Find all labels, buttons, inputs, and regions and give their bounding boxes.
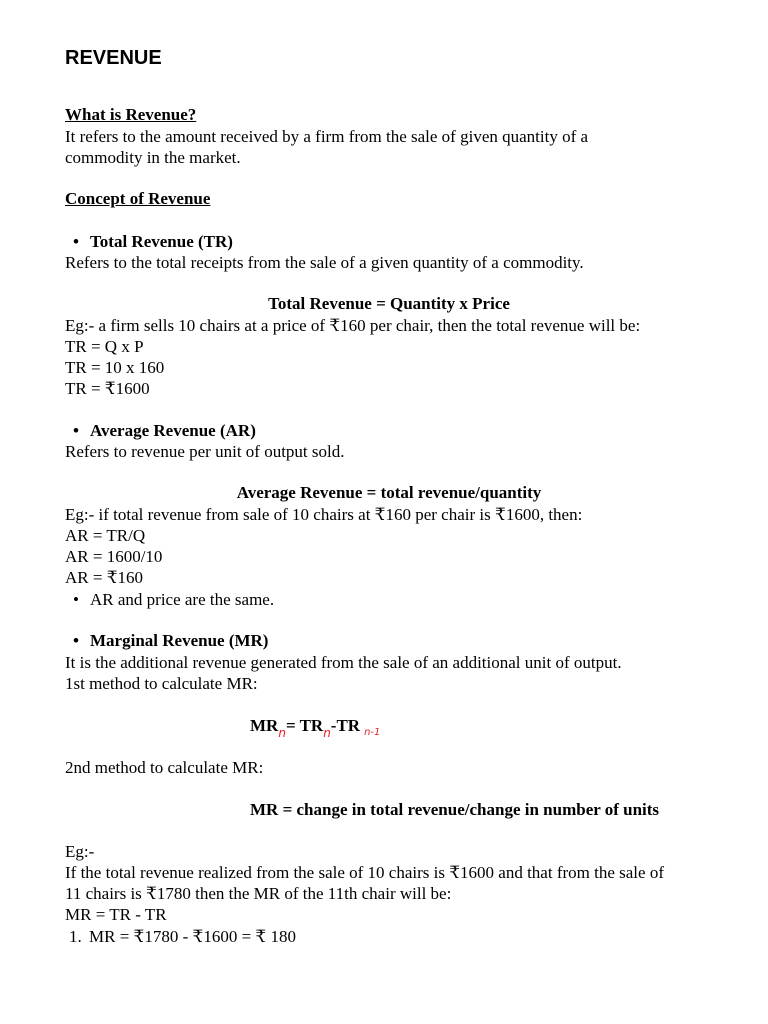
mr-step: MR = TR - TR bbox=[65, 905, 167, 924]
mr-formula-mr: MR bbox=[250, 716, 279, 735]
ar-note-item bbox=[73, 589, 274, 610]
ar-definition: Refers to revenue per unit of output sold. bbox=[65, 442, 345, 461]
mr-definition: It is the additional revenue generated from the sale of an additional unit of output. bbox=[65, 653, 622, 672]
handwritten-subscript-n: n bbox=[278, 726, 286, 740]
tr-bullet-item bbox=[73, 231, 233, 252]
revenue-definition-line-1: It refers to the amount received by a firm from the sale of given quantity of a bbox=[65, 127, 589, 146]
tr-formula: Total Revenue = Quantity x Price bbox=[268, 294, 510, 313]
tr-step-1: TR = Q x P bbox=[65, 337, 144, 356]
mr-numbered-step: MR = ₹1780 - ₹1600 = ₹ 180 bbox=[89, 927, 296, 946]
what-is-revenue-heading: What is Revenue? bbox=[65, 105, 197, 124]
list-number: 1. bbox=[69, 927, 82, 946]
ar-step-1: AR = TR/Q bbox=[65, 526, 146, 545]
ar-example: Eg:- if total revenue from sale of 10 chairs at ₹160 per chair is ₹1600, then: bbox=[65, 505, 583, 524]
tr-example: Eg:- a firm sells 10 chairs at a price of ₹160 per chair, then the total revenue will be: bbox=[65, 316, 641, 335]
revenue-definition-line-2: commodity in the market. bbox=[65, 148, 241, 167]
tr-step-2: TR = 10 x 160 bbox=[65, 358, 165, 377]
ar-formula: Average Revenue = total revenue/quantity bbox=[236, 483, 542, 502]
mr-bullet-item bbox=[73, 630, 268, 651]
mr-formula-1 bbox=[250, 715, 380, 739]
mr-formula-minus-tr: -TR bbox=[330, 716, 361, 735]
tr-definition: Refers to the total receipts from the sale of a given quantity of a commodity. bbox=[65, 253, 584, 272]
page-title: REVENUE bbox=[65, 47, 162, 69]
tr-heading: Total Revenue (TR) bbox=[90, 232, 233, 251]
mr-formula-2: MR = change in total revenue/change in number of units bbox=[250, 800, 660, 819]
bullet-icon: • bbox=[73, 421, 79, 440]
bullet-icon: • bbox=[73, 590, 79, 609]
bullet-icon: • bbox=[73, 631, 79, 650]
bullet-icon: • bbox=[73, 232, 79, 251]
mr-heading: Marginal Revenue (MR) bbox=[90, 631, 269, 650]
mr-example-line-2: 11 chairs is ₹1780 then the MR of the 11th chair will be: bbox=[65, 884, 452, 903]
ar-heading: Average Revenue (AR) bbox=[90, 421, 256, 440]
handwritten-subscript-n: n bbox=[323, 726, 331, 740]
tr-step-3: TR = ₹1600 bbox=[65, 379, 150, 398]
ar-note: AR and price are the same. bbox=[90, 590, 275, 609]
mr-formula-equals-tr: = TR bbox=[285, 716, 324, 735]
mr-example-label: Eg:- bbox=[65, 842, 95, 861]
ar-bullet-item bbox=[73, 420, 256, 441]
mr-numbered-item bbox=[69, 926, 296, 947]
mr-method-1: 1st method to calculate MR: bbox=[65, 674, 258, 693]
concept-of-revenue-heading: Concept of Revenue bbox=[65, 189, 211, 208]
mr-example-line-1: If the total revenue realized from the sale of 10 chairs is ₹1600 and that from the sale of bbox=[65, 863, 664, 882]
ar-step-2: AR = 1600/10 bbox=[65, 547, 163, 566]
mr-method-2: 2nd method to calculate MR: bbox=[65, 758, 264, 777]
handwritten-subscript-n-minus-1: n-1 bbox=[364, 727, 381, 738]
ar-step-3: AR = ₹160 bbox=[65, 568, 144, 587]
